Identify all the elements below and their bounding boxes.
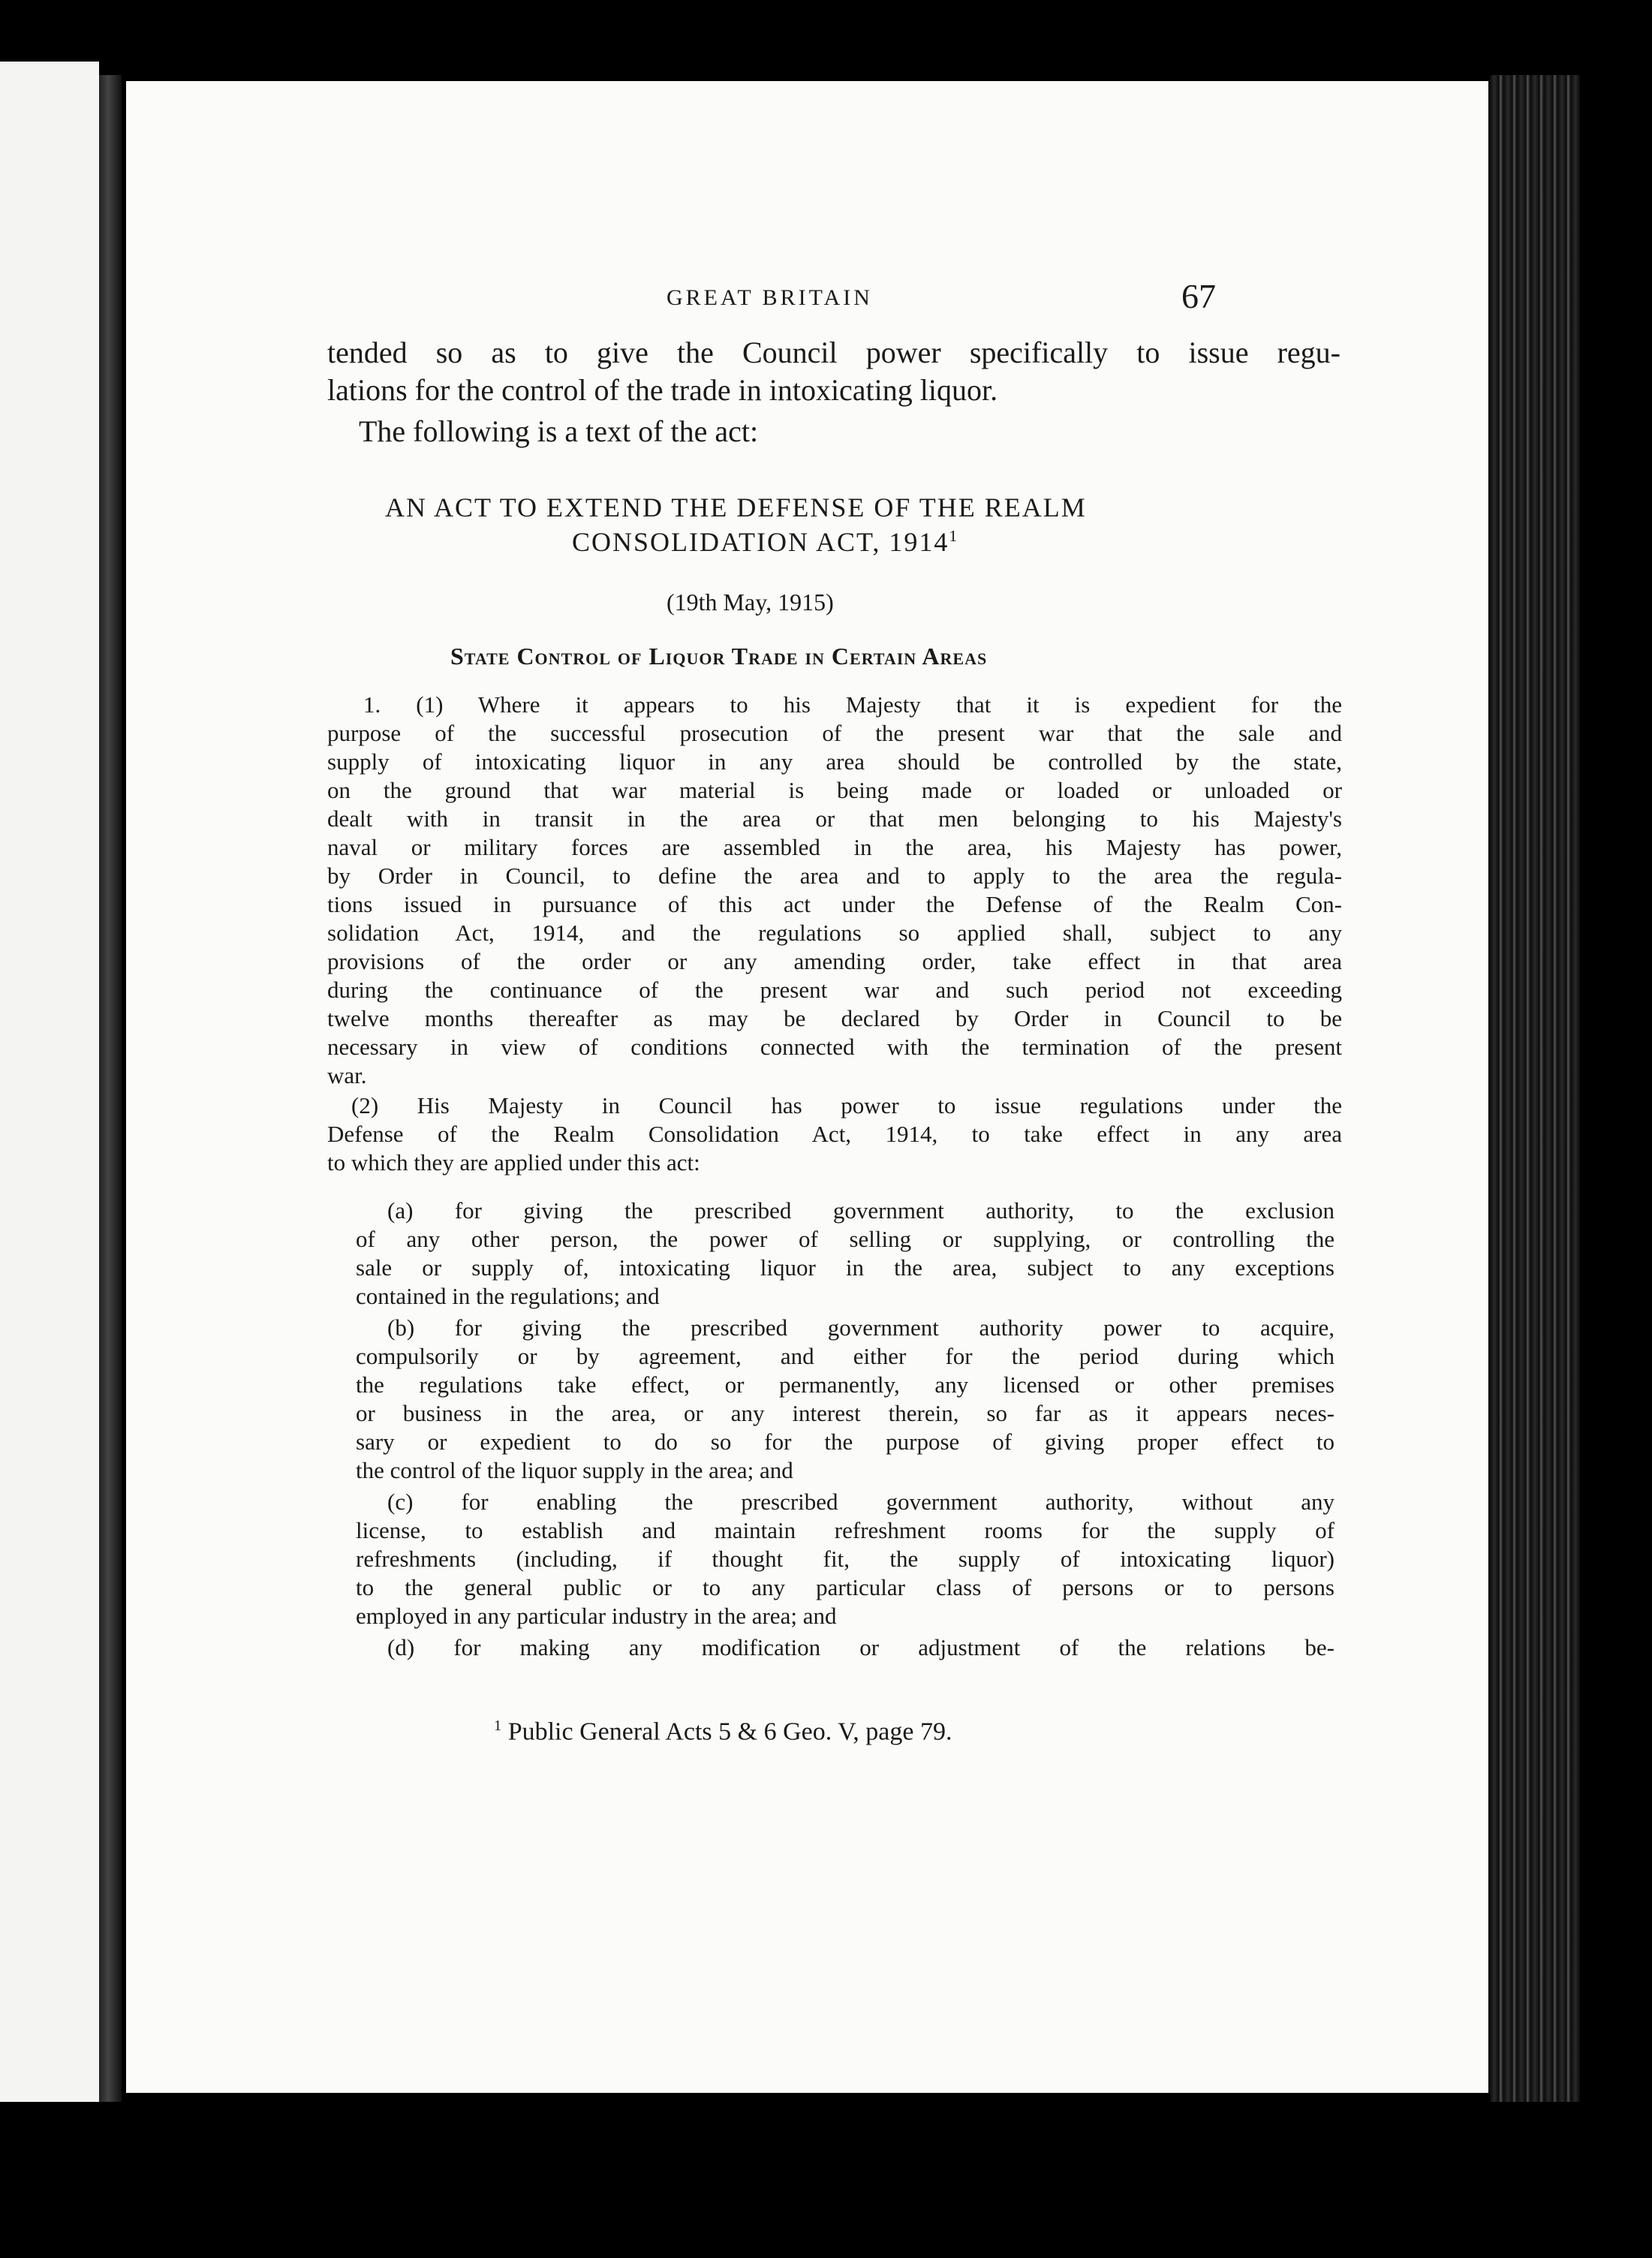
para1-line: tions issued in pursuance of this act under the Defense of the Realm Con- (327, 891, 1342, 917)
para1-line: solidation Act, 1914, and the regulations so applied shall, subject to any (327, 920, 1342, 946)
para1-line: twelve months thereafter as may be declared by Order in Council to be (327, 1005, 1342, 1031)
para2-line: Defense of the Realm Consolidation Act, 1914, to take effect in any area (327, 1121, 1342, 1147)
para1-line: provisions of the order or any amending order, take effect in that area (327, 948, 1342, 974)
para1-line: by Order in Council, to define the area and to apply to the area the regula- (327, 863, 1342, 889)
book-page (126, 81, 1488, 2093)
binding-shadow-right (1490, 75, 1580, 2102)
act-title-line-2 (572, 526, 958, 558)
para1-line: naval or military forces are assembled in the area, his Majesty has power, (327, 834, 1342, 860)
para2-line: (2) His Majesty in Council has power to issue regulations under the (351, 1092, 1342, 1118)
clause-c-line: license, to establish and maintain refreshment rooms for the supply of (356, 1517, 1335, 1543)
intro-following: The following is a text of the act: (359, 414, 759, 448)
clause-c-line: (c) for enabling the prescribed government authority, without any (387, 1489, 1335, 1515)
para1-line: war. (327, 1062, 367, 1088)
clause-a-line: sale or supply of, intoxicating liquor in the area, subject to any exceptions (356, 1254, 1335, 1281)
act-title-text: CONSOLIDATION ACT, 1914 (572, 527, 949, 557)
para1-line: dealt with in transit in the area or that men belonging to his Majesty's (327, 805, 1342, 832)
clause-a-line: (a) for giving the prescribed government authority, to the exclusion (387, 1197, 1335, 1224)
facing-page-edge (0, 62, 99, 2102)
clause-b-line: compulsorily or by agreement, and either for the period during which (356, 1343, 1335, 1369)
para1-line: purpose of the successful prosecution of the present war that the sale and (327, 720, 1342, 746)
para1-line: during the continuance of the present war and such period not exceeding (327, 977, 1342, 1003)
act-date: (19th May, 1915) (667, 589, 834, 616)
clause-b-line: sary or expedient to do so for the purpose of giving proper effect to (356, 1429, 1335, 1455)
intro-line-1: tended so as to give the Council power specifically to issue regu- (327, 336, 1341, 369)
clause-b-line: the regulations take effect, or permanently, any licensed or other premises (356, 1371, 1335, 1398)
para1-line: supply of intoxicating liquor in any area should be controlled by the state, (327, 748, 1342, 775)
footnote-ref: 1 (949, 527, 959, 545)
clause-c-line: employed in any particular industry in the area; and (356, 1603, 837, 1629)
para1-line: necessary in view of conditions connected with the termination of the present (327, 1034, 1342, 1060)
act-title-line-1: AN ACT TO EXTEND THE DEFENSE OF THE REALM (385, 492, 1087, 522)
clause-b-line: or business in the area, or any interest therein, so far as it appears neces- (356, 1400, 1335, 1426)
binding-shadow-left (99, 75, 122, 2102)
clause-a-line: contained in the regulations; and (356, 1283, 660, 1309)
intro-line-2: lations for the control of the trade in intoxicating liquor. (327, 373, 998, 407)
running-head: GREAT BRITAIN (667, 285, 873, 310)
clause-d-line: (d) for making any modification or adjustment of the relations be- (387, 1634, 1335, 1660)
para1-line: on the ground that war material is being made or loaded or unloaded or (327, 777, 1342, 803)
page-number: 67 (1181, 277, 1216, 315)
para1-line: 1. (1) Where it appears to his Majesty that it is expedient for the (363, 691, 1342, 718)
para2-line: to which they are applied under this act: (327, 1149, 700, 1176)
footnote-text: Public General Acts 5 & 6 Geo. V, page 79. (507, 1718, 952, 1746)
clause-a-line: of any other person, the power of selling or supplying, or controlling the (356, 1226, 1335, 1252)
section-heading: State Control of Liquor Trade in Certain Areas (450, 643, 988, 670)
clause-c-line: refreshments (including, if thought fit, the supply of intoxicating liquor) (356, 1546, 1335, 1572)
footnote-marker: 1 (494, 1718, 502, 1734)
clause-c-line: to the general public or to any particular class of persons or to persons (356, 1574, 1335, 1600)
clause-b-line: the control of the liquor supply in the area; and (356, 1457, 793, 1483)
clause-b-line: (b) for giving the prescribed government authority power to acquire, (387, 1314, 1335, 1341)
footnote (494, 1718, 952, 1746)
